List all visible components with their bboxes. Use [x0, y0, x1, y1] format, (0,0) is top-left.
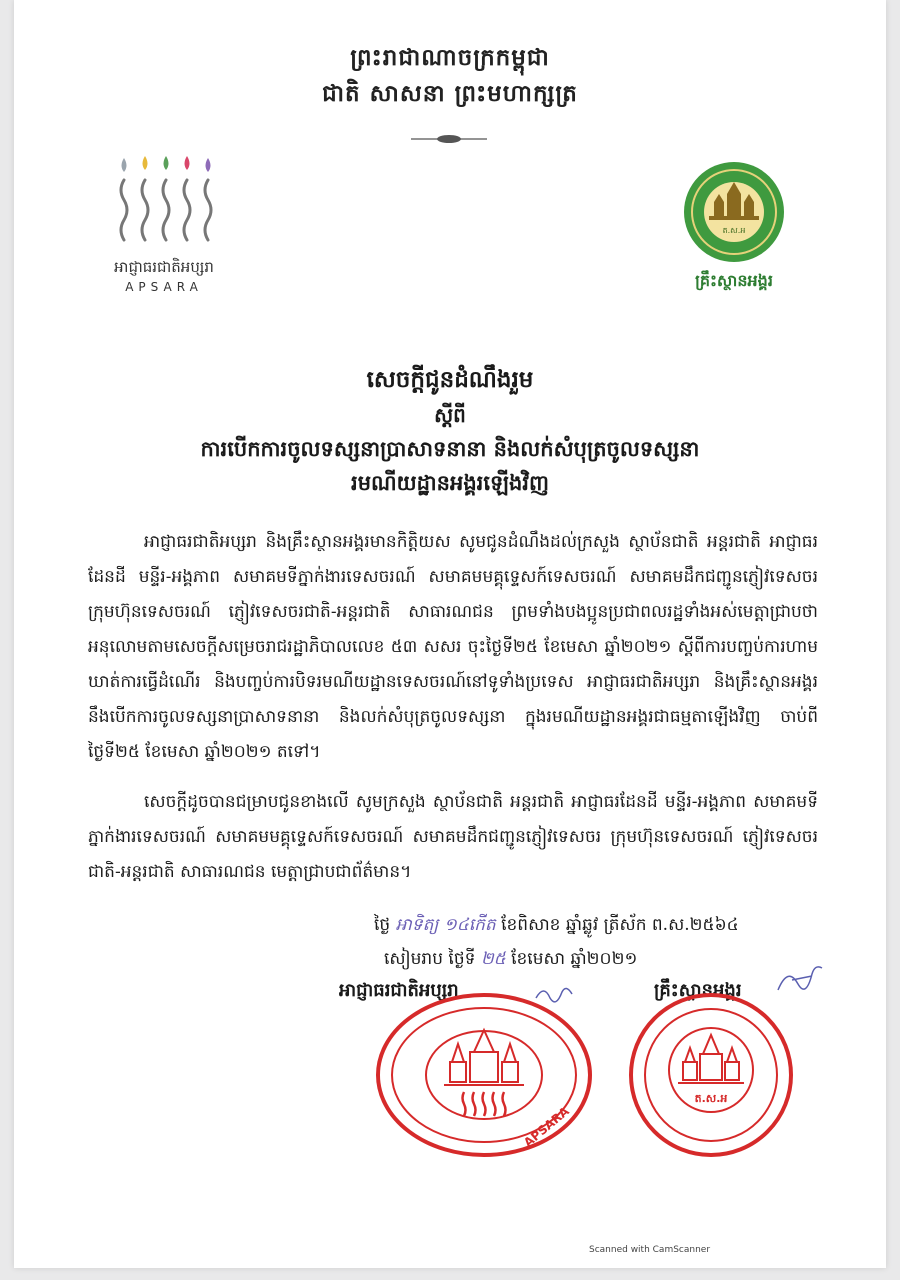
lunar-date-handwritten: អាទិត្យ ១៤កើត: [395, 915, 496, 935]
apsara-candles-icon: [94, 150, 234, 255]
angkor-institute-logo: [669, 160, 799, 300]
solar-date-handwritten: ២៥: [480, 949, 506, 969]
solar-date: [374, 942, 814, 976]
notice-subject-label: ស្តីពី: [434, 403, 466, 427]
apsara-seal-icon: [374, 990, 594, 1160]
angkor-emblem-icon: [669, 160, 799, 268]
notice-title-block: [14, 362, 886, 500]
kingdom-title: ព្រះរាជាណាចក្រកម្ពុជា: [350, 44, 550, 71]
signatory-angkor-label: គ្រឹះស្ថានអង្គរ: [654, 980, 742, 1001]
apsara-logo: [94, 150, 234, 300]
lunar-date-suffix: ខែពិសាខ ឆ្នាំឆ្លូវ ត្រីស័ក ព.ស.២៥៦៤: [501, 915, 739, 935]
kingdom-header: [14, 40, 886, 112]
scanner-watermark: Scanned with CamScanner: [589, 1245, 711, 1255]
angkor-institute-caption: គ្រឹះស្ថានអង្គរ: [695, 271, 773, 290]
angkor-seal-icon: [626, 990, 796, 1160]
angkor-seal-text: ត.ស.អ: [694, 1092, 728, 1105]
notice-subject-line1: ការបើកការចូលទស្សនាប្រាសាទនានា និងលក់សំបុត្រចូលទស្សនា: [200, 437, 700, 461]
solar-date-prefix: សៀមរាប ថ្ងៃទី: [384, 949, 476, 969]
kingdom-motto: ជាតិ សាសនា ព្រះមហាក្សត្រ: [322, 80, 578, 107]
notice-subject-line2: រមណីយដ្ឋានអង្គរឡើងវិញ: [351, 471, 549, 495]
notice-title: សេចក្តីជូនដំណឹងរួម: [366, 367, 534, 393]
apsara-logo-caption-kh: អាជ្ញាធរជាតិអប្សរា: [114, 258, 214, 276]
date-block: [374, 908, 814, 976]
lunar-date-prefix: ថ្ងៃ: [374, 915, 391, 935]
body-paragraph-1: អាជ្ញាធរជាតិអប្សរា និងគ្រឹះស្ថានអង្គរមានកិត្តិយស សូមជូនដំណឹងដល់ក្រសួង ស្ថាប័នជាតិ អន្តរជាតិ អាជ្ញាធរដែនដី មន្ទីរ-អង្គភាព សមាគមទីភ្នាក់ងារទេសចរណ៍ សមាគមមគ្គុទ្ទេសក៍ទេសចរណ៍ សមាគមដឹកជញ្ជូនភ្ញៀវទេសចរ ក្រុមហ៊ុនទេសចរណ៍ ភ្ញៀវទេសចរជាតិ-អន្តរជាតិ សាធារណជន ព្រមទាំងបងប្អូនប្រជាពលរដ្ឋទាំងអស់មេត្តាជ្រាបថា អនុលោមតាមសេចក្តីសម្រេចរាជរដ្ឋាភិបាលលេខ ៥៣ សសរ ចុះថ្ងៃទី២៥ ខែមេសា ឆ្នាំ២០២១ ស្តីពីការបញ្ចប់ការហាមឃាត់ការធ្វើដំណើរ និងបញ្ចប់ការបិទរមណីយដ្ឋានទេសចរណ៍នៅទូទាំងប្រទេស អាជ្ញាធរជាតិអប្សរា និងគ្រឹះស្ថានអង្គរ នឹងបើកការចូលទស្សនាប្រាសាទនានា និងលក់សំបុត្រចូលទស្សនា ក្នុងរមណីយដ្ឋានអង្គរជាធម្មតាឡើងវិញ ចាប់ពីថ្ងៃទី២៥ ខែមេសា ឆ្នាំ២០២១ តទៅ។: [88, 532, 818, 762]
body-paragraph-2: សេចក្តីដូចបានជម្រាបជូនខាងលើ សូមក្រសួង ស្ថាប័នជាតិ អន្តរជាតិ អាជ្ញាធរដែនដី មន្ទីរ-អង្គភាព សមាគមទីភ្នាក់ងារទេសចរណ៍ សមាគមមគ្គុទ្ទេសក៍ទេសចរណ៍ សមាគមដឹកជញ្ជូនភ្ញៀវទេសចរ ក្រុមហ៊ុនទេសចរណ៍ ភ្ញៀវទេសចរជាតិ-អន្តរជាតិ សាធារណជន មេត្តាជ្រាបជាព័ត៌មាន។: [88, 792, 818, 882]
document-page: [14, 0, 886, 1268]
apsara-seal-text: APSARA: [521, 1104, 572, 1150]
lunar-date: [374, 908, 814, 942]
emblem-inner-text: ត.ស.អ: [722, 226, 746, 235]
apsara-logo-caption-en: APSARA: [125, 280, 203, 294]
ornament-divider-icon: [409, 132, 489, 146]
solar-date-suffix: ខែមេសា ឆ្នាំ២០២១: [511, 949, 638, 969]
signatory-apsara-label: អាជ្ញាធរជាតិអប្សរា: [339, 980, 459, 1001]
